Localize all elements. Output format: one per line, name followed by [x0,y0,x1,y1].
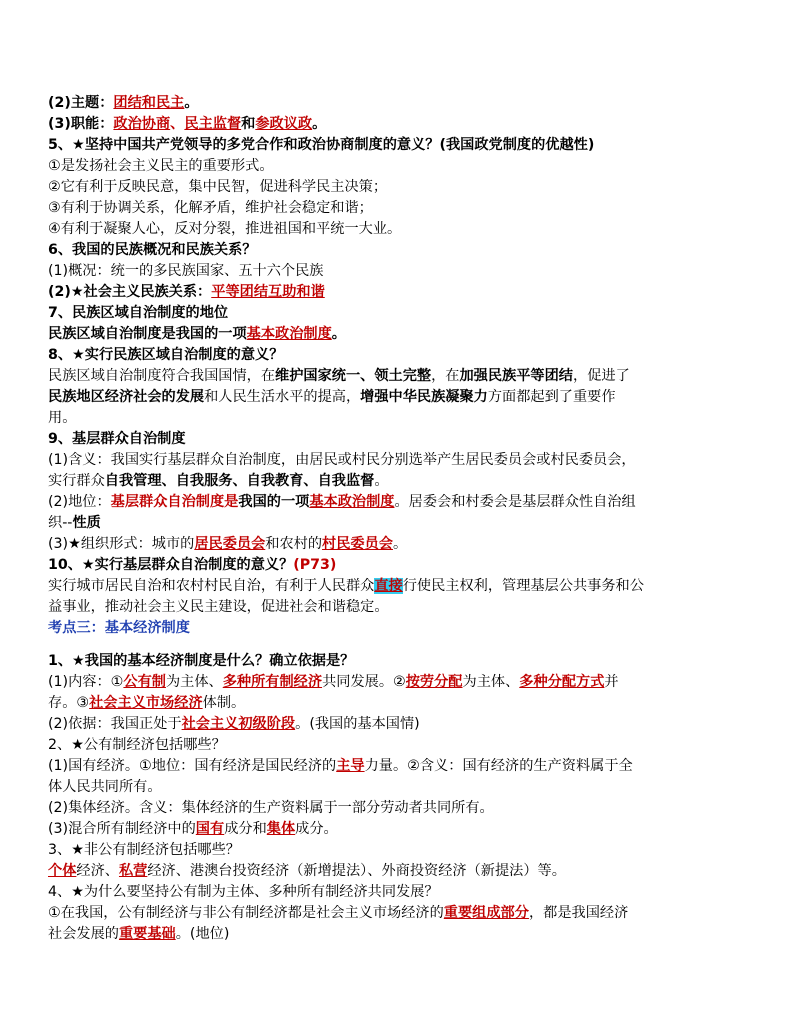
answer-line: 用。 [48,410,77,426]
highlighted-keyword: 直接 [374,578,403,594]
answer-line: ②它有利于反映民意，集中民智，促进科学民主决策； [48,179,388,195]
answer-line: 实行群众自我管理、自我服务、自我教育、自我监督。 [48,473,389,489]
answer-line: 实行城市居民自治和农村村民自治，有利于人民群众直接行使民主权利，管理基层公共事务和公 [48,578,644,594]
question-heading: 4、★为什么要坚持公有制为主体、多种所有制经济共同发展？ [48,884,439,900]
answer-line: 民族区域自治制度是我国的一项基本政治制度。 [48,326,346,342]
keyword: 团结和民主 [113,95,185,111]
question-heading: 10、★实行基层群众自治制度的意义？(P73) [48,557,337,573]
question-heading: 2、★公有制经济包括哪些？ [48,737,226,753]
answer-line: (1)内容：①公有制为主体、多种所有制经济共同发展。②按劳分配为主体、多种分配方式并 [48,674,619,690]
answer-line: (3)混合所有制经济中的国有成分和集体成分。 [48,821,338,837]
answer-line: (1)国有经济。①地位：国有经济是国民经济的主导力量。②含义：国有经济的生产资料属于全 [48,758,633,774]
answer-line: 个体经济、私营经济、港澳台投资经济（新增提法）、外商投资经济（新提法）等。 [48,863,566,879]
spacer [48,639,748,651]
question-heading: 9、基层群众自治制度 [48,431,186,447]
answer-line: (3)★组织形式：城市的居民委员会和农村的村民委员会。 [48,536,408,552]
question-heading: 1、★我国的基本经济制度是什么？确立依据是？ [48,653,355,669]
document-page [48,93,748,945]
answer-line: (2)地位：基层群众自治制度是我国的一项基本政治制度。居委会和村委会是基层群众性自治组 [48,494,636,510]
answer-line: 民族区域自治制度符合我国国情，在维护国家统一、领土完整，在加强民族平等团结，促进了 [48,368,630,384]
question-heading: 3、★非公有制经济包括哪些？ [48,842,240,858]
answer-line: (1)含义：我国实行基层群众自治制度，由居民或村民分别选举产生居民委员会或村民委员会， [48,452,636,468]
answer-line: (2)依据：我国正处于社会主义初级阶段。(我国的基本国情) [48,716,420,732]
answer-line: 益事业，推动社会主义民主建设，促进社会和谐稳定。 [48,599,389,615]
answer-line: ①是发扬社会主义民主的重要形式。 [48,158,274,174]
question-heading: 7、民族区域自治制度的地位 [48,305,229,321]
answer-line: ③有利于协调关系，化解矛盾，维护社会稳定和谐； [48,200,373,216]
question-heading: 8、★实行民族区域自治制度的意义？ [48,347,284,363]
question-heading: 5、★坚持中国共产党领导的多党合作和政治协商制度的意义？(我国政党制度的优越性) [48,137,595,153]
answer-line: 织--性质 [48,515,101,531]
answer-line: (1)概况：统一的多民族国家、五十六个民族 [48,263,324,279]
answer-line: 社会发展的重要基础。(地位) [48,926,230,942]
answer-line: 存。③社会主义市场经济体制。 [48,695,246,711]
answer-line: (2)★社会主义民族关系：平等团结互助和谐 [48,284,325,300]
line-2: (3)职能：政治协商、民主监督和参政议政。 [48,116,327,132]
answer-line: ①在我国，公有制经济与非公有制经济都是社会主义市场经济的重要组成部分，都是我国经济 [48,905,629,921]
line-1: (2)主题：团结和民主。 [48,95,199,111]
answer-line: ④有利于凝聚人心，反对分裂，推进祖国和平统一大业。 [48,221,402,237]
answer-line: (2)集体经济。含义：集体经济的生产资料属于一部分劳动者共同所有。 [48,800,494,816]
answer-line: 体人民共同所有。 [48,779,162,795]
question-heading: 6、我国的民族概况和民族关系？ [48,242,257,258]
section-heading: 考点三：基本经济制度 [48,620,190,636]
answer-line: 民族地区经济社会的发展和人民生活水平的提高，增强中华民族凝聚力方面都起到了重要作 [48,389,616,405]
